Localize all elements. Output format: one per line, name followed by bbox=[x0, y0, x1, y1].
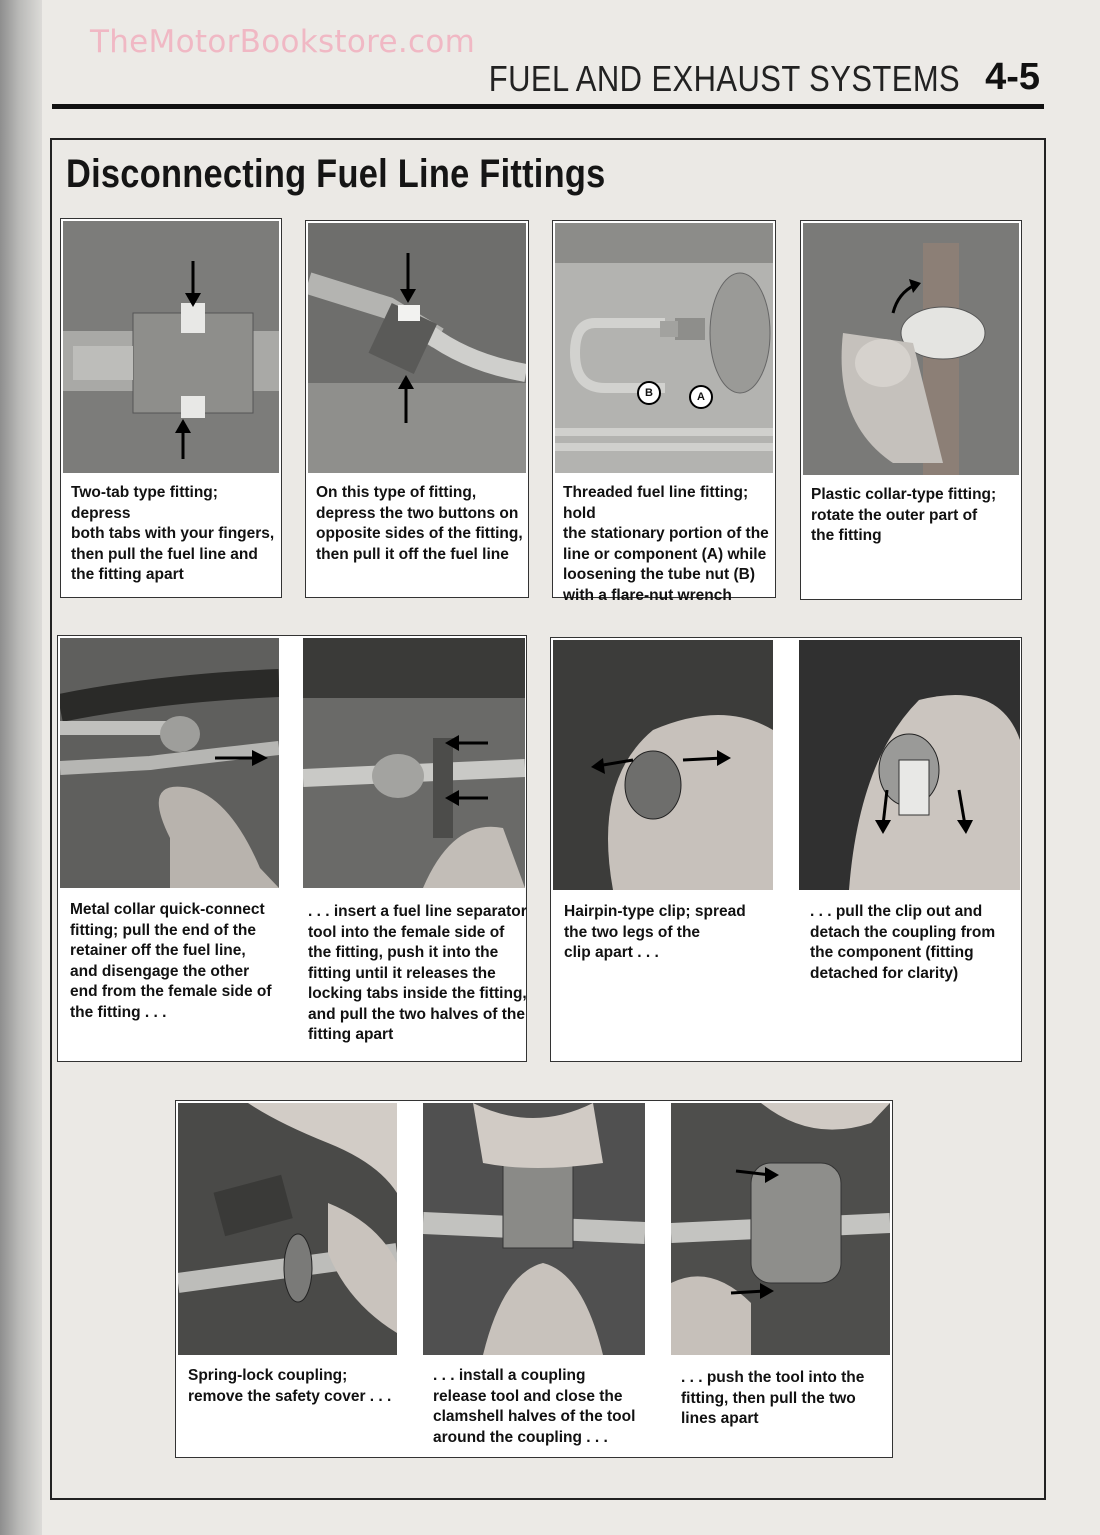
photo-push-tool bbox=[671, 1103, 890, 1355]
photo-release-tool bbox=[423, 1103, 645, 1355]
photo-two-button-fitting bbox=[308, 223, 526, 473]
watermark: TheMotorBookstore.com bbox=[90, 24, 476, 60]
figure-panel bbox=[305, 220, 529, 598]
figure-caption: . . . pull the clip out and detach the coupling from the component (fitting detached for clarity) bbox=[810, 903, 996, 982]
callout-label-b: B bbox=[637, 381, 661, 405]
header-rule bbox=[52, 104, 1044, 109]
figure-caption: Metal collar quick-connect fitting; pull the end of the retainer off the fuel line, and disengage the other end from the female side of the fitting . . . bbox=[70, 901, 272, 1021]
figure-panel bbox=[60, 218, 282, 598]
figure-caption: . . . insert a fuel line separator tool into the female side of the fitting, push it into the fitting until it releases the locking tabs inside the fitting, and pull the two halves of the fitting apart bbox=[308, 903, 527, 1043]
figure-caption: Threaded fuel line fitting; hold the stationary portion of the line or component (A) while loosening the tube nut (B) with a flare-nut wrench bbox=[563, 484, 769, 604]
figure-caption: Plastic collar-type fitting; rotate the outer part of the fitting bbox=[811, 486, 997, 544]
chapter-title: FUEL AND EXHAUST SYSTEMS bbox=[488, 58, 960, 99]
figure-caption: Two-tab type fitting; depress both tabs with your fingers, then pull the fuel line and the fitting apart bbox=[71, 484, 275, 583]
page-number: 4-5 bbox=[985, 56, 1040, 98]
photo-clip-removed bbox=[799, 640, 1020, 890]
photo-metal-collar bbox=[60, 638, 279, 888]
section-title: Disconnecting Fuel Line Fittings bbox=[66, 152, 606, 196]
figure-caption: . . . push the tool into the fitting, then pull the two lines apart bbox=[681, 1369, 865, 1427]
book-binding-shadow bbox=[0, 0, 42, 1535]
figure-panel bbox=[552, 220, 776, 604]
figure-caption: On this type of fitting, depress the two buttons on opposite sides of the fitting, then pull it off the fuel line bbox=[316, 484, 523, 563]
figure-caption: Hairpin-type clip; spread the two legs of the clip apart . . . bbox=[564, 903, 746, 961]
figure-panel bbox=[800, 220, 1022, 600]
photo-hairpin-clip bbox=[553, 640, 773, 890]
photo-spring-lock bbox=[178, 1103, 397, 1355]
figure-caption: Spring-lock coupling; remove the safety cover . . . bbox=[188, 1367, 392, 1405]
callout-label-a: A bbox=[689, 385, 713, 409]
photo-two-tab-fitting bbox=[63, 221, 279, 473]
figure-caption: . . . install a coupling release tool and close the clamshell halves of the tool around the coupling . . . bbox=[433, 1367, 636, 1446]
photo-plastic-collar bbox=[803, 223, 1019, 475]
photo-threaded-fitting bbox=[555, 223, 773, 473]
photo-separator-tool bbox=[303, 638, 525, 888]
